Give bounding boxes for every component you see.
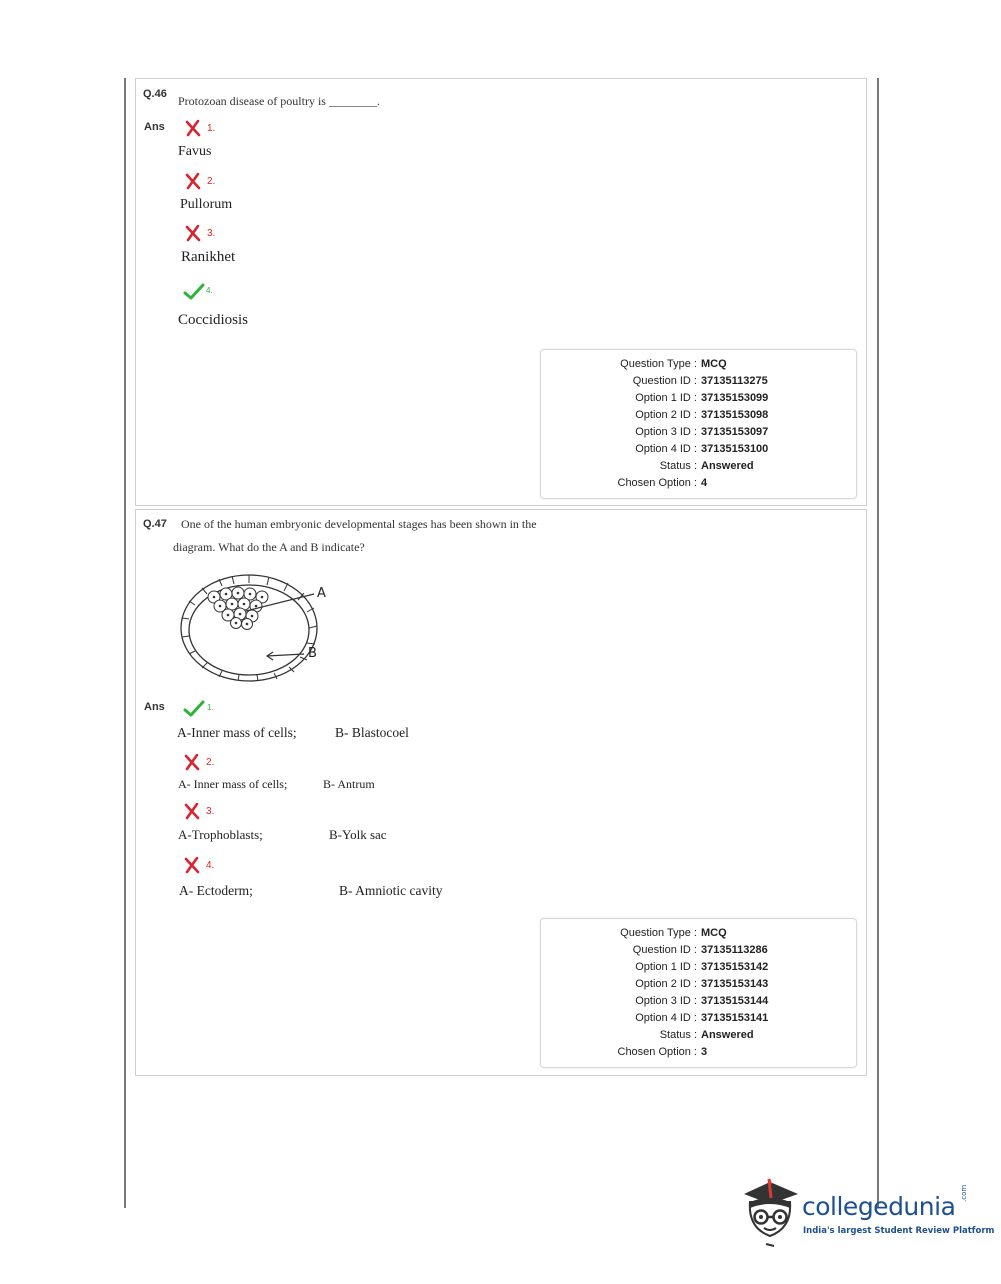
option-text-a: A- Inner mass of cells; (178, 777, 288, 791)
option-text: Ranikhet (181, 249, 236, 265)
diagram-label-a: A (317, 586, 326, 601)
option-number: 4. (206, 860, 215, 871)
brand-suffix: .com (960, 1184, 968, 1202)
option-text: Pullorum (180, 197, 233, 212)
brand-name: collegedunia (802, 1192, 956, 1221)
question-info-box (540, 349, 857, 499)
info-status: Status : Answered (659, 460, 754, 472)
info-option4-id: Option 4 ID : 37135153141 (635, 1012, 769, 1024)
option-text-b: B- Blastocoel (335, 725, 409, 740)
page-right-border (877, 78, 879, 1208)
option-number: 1. (207, 703, 214, 712)
option-2[interactable] (178, 173, 418, 217)
page-left-border (124, 78, 126, 1208)
option-text: Favus (178, 144, 212, 159)
cross-icon (184, 754, 200, 771)
option-number: 3. (206, 806, 215, 817)
option-4[interactable] (178, 281, 418, 331)
question-text-line2: diagram. What do the A and B indicate? (173, 540, 365, 554)
question-number: Q.47 (143, 518, 167, 530)
option-text-b: B- Antrum (323, 777, 375, 791)
info-option4-id: Option 4 ID : 37135153100 (635, 443, 769, 455)
ans-label: Ans (144, 121, 165, 133)
info-status: Status : Answered (659, 1029, 754, 1041)
info-option3-id: Option 3 ID : 37135153144 (635, 995, 769, 1007)
option-number: 4. (206, 286, 213, 295)
checkmark-icon (183, 283, 205, 300)
mascot-icon (740, 1176, 806, 1248)
option-number: 1. (207, 123, 216, 134)
info-question-id: Question ID : 37135113275 (632, 375, 768, 387)
info-option1-id: Option 1 ID : 37135153099 (635, 392, 769, 404)
option-text-b: B-Yolk sac (329, 827, 387, 842)
question-text-line1: One of the human embryonic developmental stages has been shown in the (181, 517, 537, 531)
option-number: 3. (207, 228, 216, 239)
option-text-a: A- Ectoderm; (179, 883, 253, 898)
info-question-id: Question ID : 37135113286 (632, 944, 768, 956)
info-option3-id: Option 3 ID : 37135153097 (635, 426, 769, 438)
brand-tagline: India's largest Student Review Platform (803, 1226, 995, 1236)
option-3[interactable] (178, 225, 418, 269)
option-number: 2. (206, 757, 215, 768)
cross-icon (185, 225, 201, 242)
info-option1-id: Option 1 ID : 37135153142 (635, 961, 769, 973)
info-option2-id: Option 2 ID : 37135153098 (635, 409, 769, 421)
option-text-b: B- Amniotic cavity (339, 883, 443, 898)
cross-icon (184, 803, 200, 820)
option-2[interactable] (176, 754, 496, 796)
question-card-46 (135, 78, 867, 506)
brand-logo[interactable] (738, 1176, 995, 1250)
option-1[interactable] (176, 699, 496, 745)
question-number: Q.46 (143, 88, 167, 100)
question-card-47 (135, 509, 867, 1076)
info-option2-id: Option 2 ID : 37135153143 (635, 978, 769, 990)
option-4[interactable] (176, 857, 516, 903)
info-chosen-option: Chosen Option : 4 (617, 477, 708, 489)
option-number: 2. (207, 176, 216, 187)
info-chosen-option: Chosen Option : 3 (617, 1046, 708, 1058)
ans-label: Ans (144, 701, 165, 713)
option-text-a: A-Trophoblasts; (178, 827, 263, 842)
option-text: Coccidiosis (178, 312, 248, 328)
blastocyst-diagram (174, 573, 374, 693)
diagram-label-b: B (308, 646, 317, 661)
option-text-a: A-Inner mass of cells; (177, 725, 297, 740)
option-1[interactable] (178, 120, 418, 164)
info-question-type: Question Type : MCQ (620, 358, 727, 370)
question-text: Protozoan disease of poultry is ________. (178, 94, 380, 108)
question-info-box (540, 918, 857, 1068)
cross-icon (185, 120, 201, 137)
checkmark-icon (183, 700, 205, 717)
cross-icon (185, 173, 201, 190)
cross-icon (184, 857, 200, 874)
info-question-type: Question Type : MCQ (620, 927, 727, 939)
option-3[interactable] (176, 803, 496, 847)
